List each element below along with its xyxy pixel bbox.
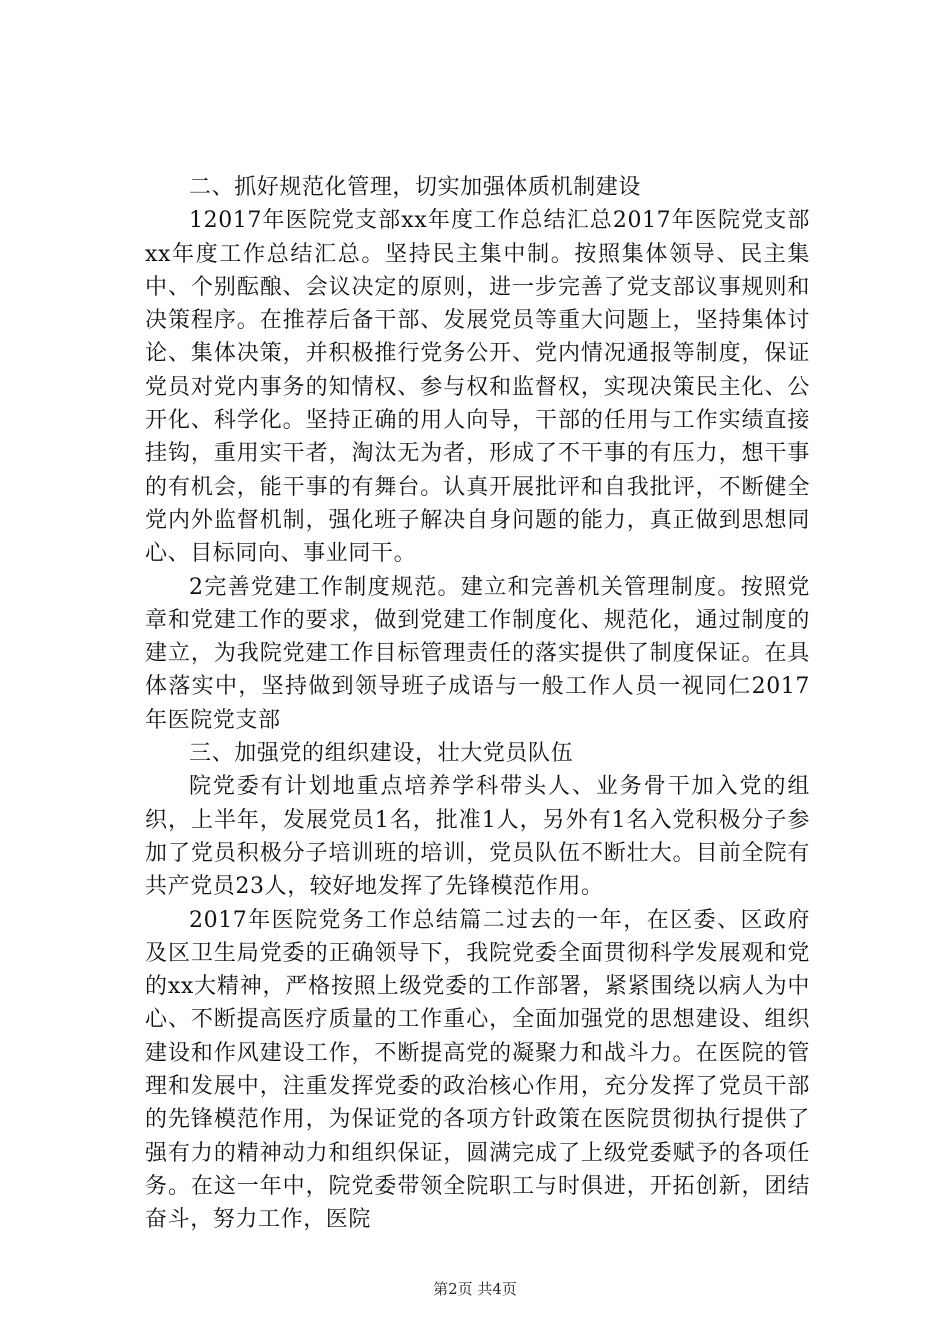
paragraph-organization-building: 院党委有计划地重点培养学科带头人、业务骨干加入党的组织，上半年，发展党员1名，批准1人，另外有1名入党积极分子参加了党员积极分子培训班的培训，党员队伍不断壮大。目前全院有共产党员23人，较好地发挥了先锋模范作用。	[145, 774, 810, 900]
paragraph-democratic-centralism: 12017年医院党支部xx年度工作总结汇总2017年医院党支部xx年度工作总结汇总。坚持民主集中制。按照集体领导、民主集中、个别酝酿、会议决定的原则，进一步完善了党支部议事规则和决策程序。在推荐后备干部、发展党员等重大问题上，坚持集体讨论、集体决策，并积极推行党务公开、党内情况通报等制度，保证党员对党内事务的知情权、参与权和监督权，实现决策民主化、公开化、科学化。坚持正确的用人向导，干部的任用与工作实绩直接挂钩，重用实干者，淘汰无为者，形成了不干事的有压力，想干事的有机会，能干事的有舞台。认真开展批评和自我批评，不断健全党内外监督机制，强化班子解决自身问题的能力，真正做到思想同心、目标同向、事业同干。	[145, 208, 810, 567]
section-heading-2: 二、抓好规范化管理，切实加强体质机制建设	[189, 175, 642, 200]
section-heading-3: 三、加强党的组织建设，壮大党员队伍	[189, 741, 574, 767]
paragraph-system-standards: 2完善党建工作制度规范。建立和完善机关管理制度。按照党章和党建工作的要求，做到党建工作制度化、规范化，通过制度的建立，为我院党建工作目标管理责任的落实提供了制度保证。在具体落实中，坚持做到领导班子成语与一般工作人员一视同仁2017年医院党支部	[145, 574, 810, 733]
document-body	[145, 171, 810, 1237]
paragraph-annual-summary: 2017年医院党务工作总结篇二过去的一年，在区委、区政府及区卫生局党委的正确领导下，我院党委全面贯彻科学发展观和党的xx大精神，严格按照上级党委的工作部署，紧紧围绕以病人为中心、不断提高医疗质量的工作重心，全面加强党的思想建设、组织建设和作风建设工作，不断提高党的凝聚力和战斗力。在医院的管理和发展中，注重发挥党委的政治核心作用，充分发挥了党员干部的先锋模范作用，为保证党的各项方针政策在医院贯彻执行提供了强有力的精神动力和组织保证，圆满完成了上级党委赋予的各项任务。在这一年中，院党委带领全院职工与时俱进，开拓创新，团结奋斗，努力工作，医院	[145, 907, 810, 1233]
page-number-footer: 第2页 共4页	[433, 1280, 517, 1298]
